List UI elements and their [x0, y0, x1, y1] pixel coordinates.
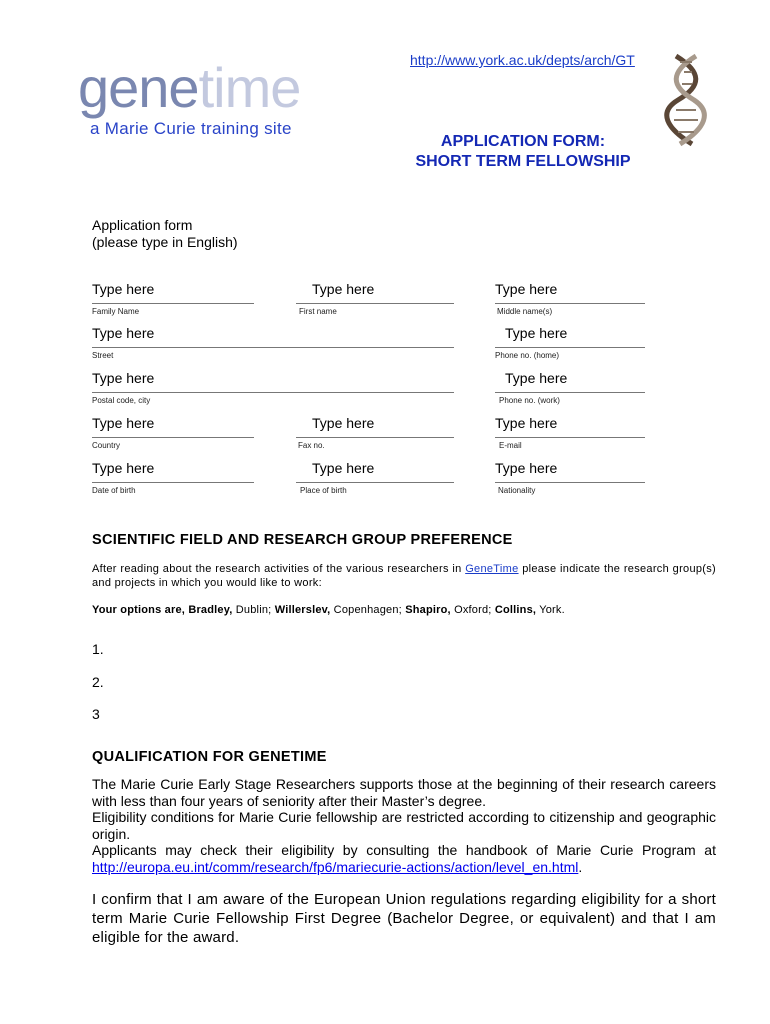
qualification-para2: Eligibility conditions for Marie Curie fellowship are restricted according to citizenship and geographic origin. — [92, 809, 716, 842]
postal-code-caption: Postal code, city — [92, 396, 151, 405]
postal-code-input[interactable]: Type here — [92, 370, 155, 386]
email-field[interactable] — [495, 415, 645, 450]
form-title — [388, 132, 658, 172]
nationality-input[interactable]: Type here — [495, 460, 558, 476]
qualification-para1: The Marie Curie Early Stage Researchers supports those at the beginning of their research careers with less than four years of seniority after their Master’s degree. — [92, 776, 716, 809]
option-collins-place: York. — [539, 604, 565, 616]
options-line — [92, 603, 565, 617]
form-title-line2: SHORT TERM FELLOWSHIP — [415, 153, 631, 170]
options-prefix: Your options are, — [92, 604, 186, 616]
option-bradley-place: Dublin; — [235, 604, 272, 616]
street-caption: Street — [92, 351, 114, 360]
qualification-para3-wrap — [92, 842, 716, 875]
phone-home-input[interactable]: Type here — [505, 325, 568, 341]
scientific-text-before: After reading about the research activities of the various researchers in — [92, 563, 462, 575]
place-of-birth-input[interactable]: Type here — [312, 460, 375, 476]
phone-work-field[interactable] — [495, 370, 645, 405]
middle-names-field[interactable] — [495, 281, 645, 316]
country-caption: Country — [92, 441, 121, 450]
qualification-heading: QUALIFICATION FOR GENETIME — [92, 749, 327, 765]
europa-link[interactable]: http://europa.eu.int/comm/research/fp6/mariecurie-actions/action/level_en.html — [92, 858, 579, 875]
dna-helix-icon — [662, 52, 712, 148]
place-of-birth-caption: Place of birth — [300, 486, 347, 495]
qualification-link-suffix: . — [578, 858, 583, 875]
fax-input[interactable]: Type here — [312, 415, 375, 431]
logo-gene-text: gene — [78, 56, 199, 119]
date-of-birth-input[interactable]: Type here — [92, 460, 155, 476]
first-name-field[interactable] — [296, 281, 454, 316]
option-willerslev-name: Willerslev, — [274, 604, 331, 616]
choice-3[interactable]: 3 — [92, 706, 100, 722]
postal-code-field[interactable] — [92, 370, 454, 405]
family-name-field[interactable] — [92, 281, 254, 316]
scientific-paragraph — [92, 562, 716, 590]
intro-text — [92, 217, 238, 251]
nationality-caption: Nationality — [498, 486, 536, 495]
option-shapiro-name: Shapiro, — [405, 604, 451, 616]
fax-caption: Fax no. — [298, 441, 325, 450]
country-field[interactable] — [92, 415, 254, 450]
nationality-field[interactable] — [495, 460, 645, 495]
qualification-para3: Applicants may check their eligibility by consulting the handbook of Marie Curie Program at — [92, 842, 716, 858]
country-input[interactable]: Type here — [92, 415, 155, 431]
street-input[interactable]: Type here — [92, 325, 155, 341]
family-name-caption: Family Name — [92, 307, 140, 316]
street-field[interactable] — [92, 325, 454, 360]
phone-home-field[interactable] — [495, 325, 645, 360]
email-caption: E-mail — [499, 441, 522, 450]
option-shapiro-place: Oxford; — [454, 604, 492, 616]
scientific-text-after: please indicate the research group(s) and projects in which you would like to work: — [92, 563, 717, 589]
first-name-input[interactable]: Type here — [312, 281, 375, 297]
logo-time-text: time — [198, 56, 301, 119]
phone-work-input[interactable]: Type here — [505, 370, 568, 386]
fax-field[interactable] — [296, 415, 454, 450]
genetime-logo — [78, 56, 301, 119]
intro-line2: (please type in English) — [92, 234, 238, 250]
choice-1[interactable]: 1. — [92, 641, 104, 657]
middle-names-caption: Middle name(s) — [497, 307, 553, 316]
family-name-input[interactable]: Type here — [92, 281, 155, 297]
phone-work-caption: Phone no. (work) — [499, 396, 560, 405]
form-title-line1: APPLICATION FORM: — [440, 133, 606, 150]
scientific-heading: SCIENTIFIC FIELD AND RESEARCH GROUP PREFERENCE — [92, 532, 513, 548]
option-willerslev-place: Copenhagen; — [333, 604, 402, 616]
intro-line1: Application form — [92, 217, 193, 233]
email-input[interactable]: Type here — [495, 415, 558, 431]
option-bradley-name: Bradley, — [188, 604, 233, 616]
header-url-link[interactable]: http://www.york.ac.uk/depts/arch/GT — [410, 52, 635, 68]
tagline: a Marie Curie training site — [90, 119, 292, 138]
confirmation-text: I confirm that I am aware of the European Union regulations regarding eligibility for a short term Marie Curie Fellowship First Degree (Bachelor Degree, or equivalent) and that I am eligible for the award. — [92, 891, 716, 946]
option-collins-name: Collins, — [494, 604, 537, 616]
first-name-caption: First name — [299, 307, 337, 316]
place-of-birth-field[interactable] — [296, 460, 454, 495]
middle-names-input[interactable]: Type here — [495, 281, 558, 297]
genetime-link[interactable]: GeneTime — [465, 563, 519, 575]
phone-home-caption: Phone no. (home) — [495, 351, 560, 360]
date-of-birth-field[interactable] — [92, 460, 254, 495]
qualification-body — [92, 776, 716, 875]
choice-2[interactable]: 2. — [92, 674, 104, 690]
date-of-birth-caption: Date of birth — [92, 486, 136, 495]
